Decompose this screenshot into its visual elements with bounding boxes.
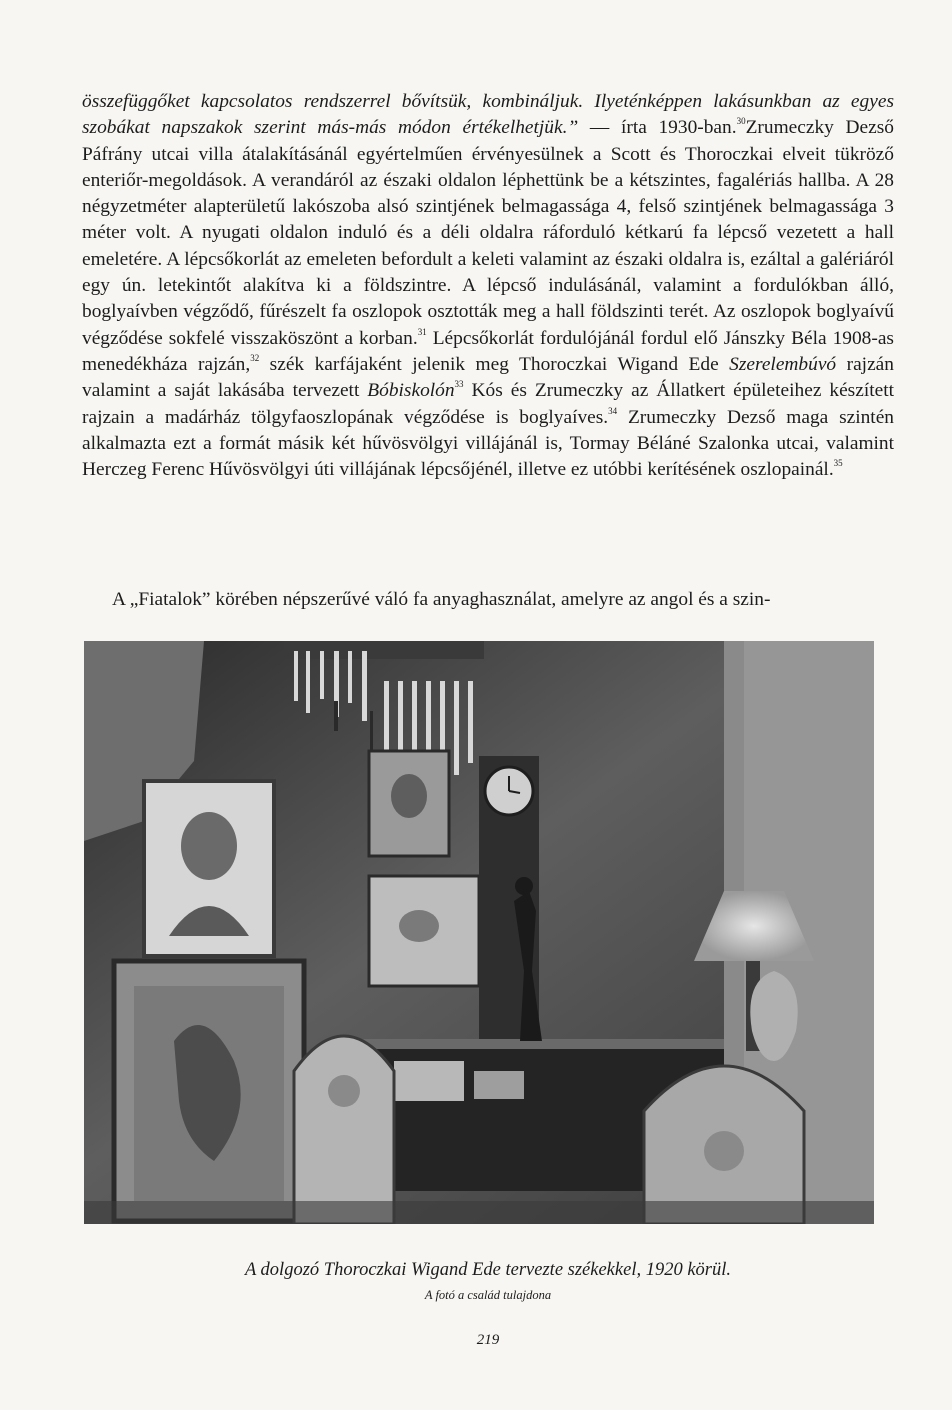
text-run: szék karfájaként jelenik meg Thoroczkai Wigand Ede: [259, 353, 730, 375]
text-run: Lépcsőkorlát fordulójánál fordul elő Jánszky Béla 1908-as menedékháza rajzán,: [82, 327, 894, 375]
footnote-ref-34[interactable]: 34: [608, 405, 618, 416]
quote-text: összefüggőket kapcsolatos rendszerrel bővítsük, kombináljuk. Ilyeténképpen lakásunkban az egyes szobákat napszakok szerint más-más módon értékelhetjük.”: [82, 91, 894, 139]
artwork-title: Szerelembúvó: [729, 353, 837, 375]
footnote-ref-35[interactable]: 35: [833, 458, 843, 469]
figure-caption: A dolgozó Thoroczkai Wigand Ede tervezte székekkel, 1920 körül.: [244, 1260, 732, 1280]
text-run: rajzán valamint a saját lakásába tervezett: [82, 353, 894, 402]
footnote-ref-31[interactable]: 31: [417, 326, 427, 337]
text-run: — írta 1930-ban.: [578, 117, 737, 139]
photo-illustration: [84, 641, 874, 1224]
page-number: 219: [476, 1332, 500, 1348]
text-run: Zrumeczky Dezső maga szintén alkalmazta ezt a formát másik két hűvösvölgyi villájánál is, Tormay Béláné Szalonka utcai, valamint Herczeg Ferenc Hűvösvölgyi úti villájának lépcsőjénél, illetve ez utóbbi kerítésének oszlopainál.: [82, 406, 895, 481]
interior-photograph: [84, 641, 874, 1224]
text-run: Zrumeczky Dezső Páfrány utcai villa átalakításánál egyértelműen érvényesülnek a Scott és Thoroczkai elveit tükröző enteriőr-megoldások. A verandáról az északi oldalon léphettünk be a kétszintes, fagalériás hallba. A 28 négyzetméter alapterületű lakószoba alsó szintjének belmagassága 4, felső szintjének belmagassága 3 méter volt. A nyugati oldalon induló és a déli oldalra ráforduló kétkarú fa lépcső vezetett a hall emeletére. A lépcsőkorlát az emeleten befordult a keleti valamint az északi oldalra is, ezáltal a galériáról egy ún. letekintőt alakítva ki a földszintre. A lépcső indulásánál, valamint a fordulókban álló, boglyaívben végződő, fűrészelt fa oszlopok osztották meg a hall földszinti terét. Az oszlopok boglyaívű végződése sokfelé visszaköszönt a korban.: [82, 117, 894, 349]
footnote-ref-33[interactable]: 33: [454, 379, 464, 390]
footnote-ref-32[interactable]: 32: [250, 352, 260, 363]
body-paragraph-2: A „Fiatalok” körében népszerűvé váló fa anyaghasználat, amelyre az angol és a szin-: [112, 589, 771, 610]
artwork-title: Bóbiskolón: [367, 380, 455, 402]
chair-left: [294, 1036, 394, 1224]
body-paragraph-1: [82, 89, 894, 483]
footnote-ref-30[interactable]: 30: [736, 116, 746, 127]
text-run: Kós és Zrumeczky az Állatkert épületeihez készített rajzain a madárház tölgyfaoszlopának végződése is boglyaíves.: [82, 380, 894, 428]
photo-credit: A fotó a család tulajdona: [424, 1288, 552, 1302]
